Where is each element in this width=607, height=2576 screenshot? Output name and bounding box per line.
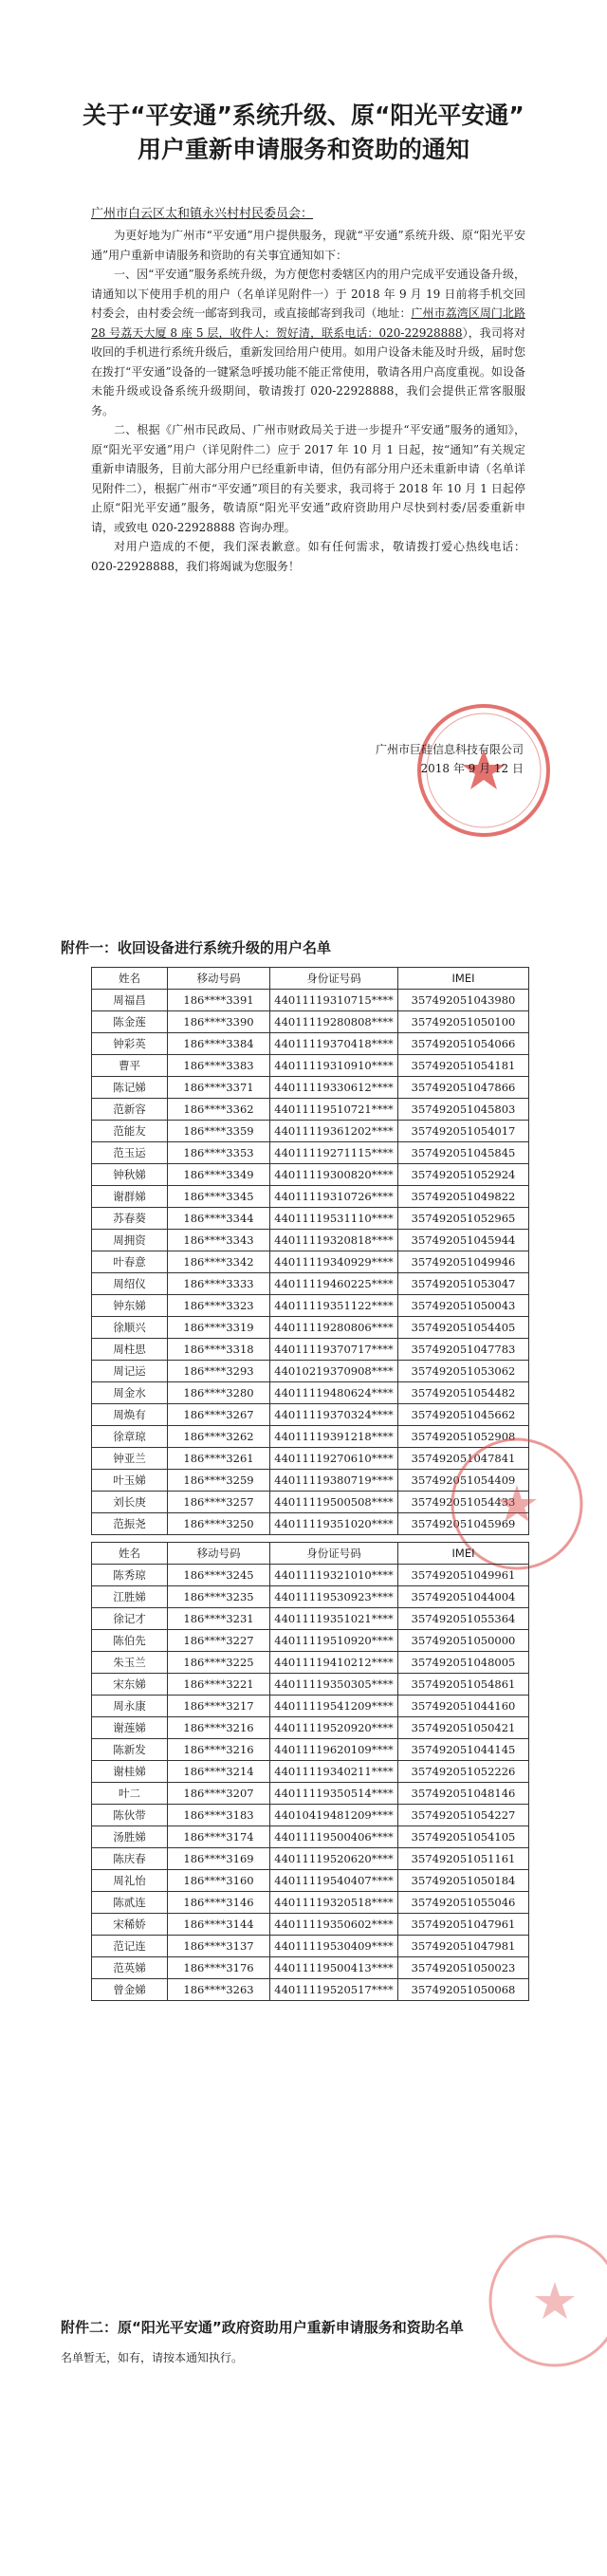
cell-name: 周柱思 bbox=[92, 1339, 168, 1361]
cell-id-number: 44011119480624**** bbox=[270, 1382, 398, 1404]
cell-imei: 357492051050068 bbox=[398, 1979, 529, 2001]
table-row bbox=[92, 1565, 529, 1586]
cell-id-number: 44011119541209**** bbox=[270, 1696, 398, 1717]
cell-id-number: 44011119370717**** bbox=[270, 1339, 398, 1361]
cell-id-number: 44011119310715**** bbox=[270, 990, 398, 1011]
attachment-table-continued bbox=[91, 1542, 529, 2001]
table-row bbox=[92, 1361, 529, 1382]
cell-id-number: 44011119380719**** bbox=[270, 1470, 398, 1492]
cell-name: 徐顺兴 bbox=[92, 1317, 168, 1339]
cell-imei: 357492051054066 bbox=[398, 1033, 529, 1055]
cell-imei: 357492051048005 bbox=[398, 1652, 529, 1674]
cell-imei: 357492051054105 bbox=[398, 1826, 529, 1848]
cell-mobile: 186****3343 bbox=[168, 1230, 270, 1251]
table-row bbox=[92, 1011, 529, 1033]
cell-imei: 357492051055046 bbox=[398, 1892, 529, 1914]
cell-mobile: 186****3261 bbox=[168, 1448, 270, 1470]
cell-id-number: 44011119510920**** bbox=[270, 1630, 398, 1652]
cell-imei: 357492051051161 bbox=[398, 1848, 529, 1870]
table-row bbox=[92, 1586, 529, 1608]
cell-id-number: 44011119530923**** bbox=[270, 1586, 398, 1608]
addressee: 广州市白云区太和镇永兴村村民委员会： bbox=[91, 207, 314, 221]
cell-name: 钟彩英 bbox=[92, 1033, 168, 1055]
table-row bbox=[92, 1339, 529, 1361]
cell-id-number: 44011119280806**** bbox=[270, 1317, 398, 1339]
cell-name: 陈秀琼 bbox=[92, 1565, 168, 1586]
table-row bbox=[92, 1739, 529, 1761]
cell-name: 宋稀娇 bbox=[92, 1914, 168, 1936]
cell-name: 钟秋娣 bbox=[92, 1164, 168, 1186]
cell-name: 徐章琼 bbox=[92, 1426, 168, 1448]
cell-name: 谢桂娣 bbox=[92, 1761, 168, 1783]
cell-name: 周绍仪 bbox=[92, 1273, 168, 1295]
cell-name: 陈新发 bbox=[92, 1739, 168, 1761]
cell-name: 周拥资 bbox=[92, 1230, 168, 1251]
cell-mobile: 186****3214 bbox=[168, 1761, 270, 1783]
item-1-paragraph bbox=[91, 265, 525, 420]
table-row bbox=[92, 1055, 529, 1077]
cell-mobile: 186****3176 bbox=[168, 1957, 270, 1979]
signer-date: 2018 年 9 月 12 日 bbox=[420, 762, 524, 775]
cell-imei: 357492051054405 bbox=[398, 1317, 529, 1339]
cell-name: 叶春意 bbox=[92, 1251, 168, 1273]
cell-mobile: 186****3259 bbox=[168, 1470, 270, 1492]
cell-mobile: 186****3345 bbox=[168, 1186, 270, 1208]
cell-id-number: 44011119531110**** bbox=[270, 1208, 398, 1230]
cell-imei: 357492051052226 bbox=[398, 1761, 529, 1783]
cell-name: 陈庆春 bbox=[92, 1848, 168, 1870]
table-row bbox=[92, 1630, 529, 1652]
cell-id-number: 44011119351020**** bbox=[270, 1513, 398, 1535]
cell-name: 曹平 bbox=[92, 1055, 168, 1077]
cell-name: 陈贰连 bbox=[92, 1892, 168, 1914]
cell-name: 朱玉兰 bbox=[92, 1652, 168, 1674]
table-row bbox=[92, 1608, 529, 1630]
cell-name: 范新容 bbox=[92, 1099, 168, 1121]
cell-mobile: 186****3391 bbox=[168, 990, 270, 1011]
cell-id-number: 44011119321010**** bbox=[270, 1565, 398, 1586]
cell-imei: 357492051047783 bbox=[398, 1339, 529, 1361]
cell-mobile: 186****3280 bbox=[168, 1382, 270, 1404]
cell-id-number: 44011119320518**** bbox=[270, 1892, 398, 1914]
table-row bbox=[92, 1936, 529, 1957]
notice-body bbox=[91, 226, 525, 576]
cell-imei: 357492051052924 bbox=[398, 1164, 529, 1186]
table-row bbox=[92, 1208, 529, 1230]
header-mobile: 移动号码 bbox=[168, 1543, 270, 1565]
table-row bbox=[92, 1914, 529, 1936]
table-row bbox=[92, 1033, 529, 1055]
header-name: 姓名 bbox=[92, 968, 168, 990]
cell-name: 曾金娣 bbox=[92, 1979, 168, 2001]
cell-mobile: 186****3207 bbox=[168, 1783, 270, 1805]
cell-mobile: 186****3344 bbox=[168, 1208, 270, 1230]
cell-name: 谢群娣 bbox=[92, 1186, 168, 1208]
table-row bbox=[92, 1652, 529, 1674]
cell-name: 江胜娣 bbox=[92, 1586, 168, 1608]
title-line-1: 关于“平安通”系统升级、原“阳光平安通” bbox=[83, 102, 524, 129]
cell-name: 范玉运 bbox=[92, 1142, 168, 1164]
cell-imei: 357492051044160 bbox=[398, 1696, 529, 1717]
cell-imei: 357492051049961 bbox=[398, 1565, 529, 1586]
cell-id-number: 44011119351021**** bbox=[270, 1608, 398, 1630]
cell-imei: 357492051050421 bbox=[398, 1717, 529, 1739]
table-row bbox=[92, 990, 529, 1011]
cell-name: 钟东娣 bbox=[92, 1295, 168, 1317]
signature-block bbox=[376, 740, 524, 778]
cell-id-number: 44011119280808**** bbox=[270, 1011, 398, 1033]
cell-mobile: 186****3137 bbox=[168, 1936, 270, 1957]
cell-name: 陈伯先 bbox=[92, 1630, 168, 1652]
cell-name: 陈金莲 bbox=[92, 1011, 168, 1033]
table-row bbox=[92, 1957, 529, 1979]
table-row bbox=[92, 1317, 529, 1339]
cell-imei: 357492051054227 bbox=[398, 1805, 529, 1826]
item-1-text-a: 一、因“平安通”服务系统升级，为方便您村委辖区内的用户完成平安通设备升级，请通知以下使用手机的用户（名单详见附件一）于 2018 年 9 月 19 日前将手机交回村委会，由村委会统一邮寄到我司，或直接邮寄到我司（地址： bbox=[91, 268, 525, 320]
cell-mobile: 186****3144 bbox=[168, 1914, 270, 1936]
cell-mobile: 186****3257 bbox=[168, 1492, 270, 1513]
notice-title bbox=[38, 99, 569, 167]
cell-name: 周记运 bbox=[92, 1361, 168, 1382]
cell-imei: 357492051045944 bbox=[398, 1230, 529, 1251]
table-row bbox=[92, 1783, 529, 1805]
table-row bbox=[92, 1077, 529, 1099]
cell-name: 周礼怡 bbox=[92, 1870, 168, 1892]
cell-id-number: 44011119370418**** bbox=[270, 1033, 398, 1055]
header-name: 姓名 bbox=[92, 1543, 168, 1565]
cell-imei: 357492051044004 bbox=[398, 1586, 529, 1608]
cell-id-number: 44011119350305**** bbox=[270, 1674, 398, 1696]
attachment-2-title: 附件二：原“阳光平安通”政府资助用户重新申请服务和资助名单 bbox=[61, 2319, 464, 2336]
cell-id-number: 44011119300820**** bbox=[270, 1164, 398, 1186]
cell-mobile: 186****3235 bbox=[168, 1586, 270, 1608]
cell-imei: 357492051054181 bbox=[398, 1055, 529, 1077]
cell-imei: 357492051054861 bbox=[398, 1674, 529, 1696]
cell-mobile: 186****3333 bbox=[168, 1273, 270, 1295]
cell-id-number: 44011119310910**** bbox=[270, 1055, 398, 1077]
cell-id-number: 44011119340929**** bbox=[270, 1251, 398, 1273]
cell-id-number: 44011119530409**** bbox=[270, 1936, 398, 1957]
cell-id-number: 44011119391218**** bbox=[270, 1426, 398, 1448]
table-row bbox=[92, 1251, 529, 1273]
cell-name: 范振尧 bbox=[92, 1513, 168, 1535]
cell-imei: 357492051047981 bbox=[398, 1936, 529, 1957]
cell-name: 陈伙带 bbox=[92, 1805, 168, 1826]
cell-mobile: 186****3267 bbox=[168, 1404, 270, 1426]
table-row bbox=[92, 1674, 529, 1696]
item-2-paragraph: 二、根据《广州市民政局、广州市财政局关于进一步提升“平安通”服务的通知》，原“阳光平安通”用户（详见附件二）应于 2017 年 10 月 1 日起，按“通知”有关规定重新申请服务，目前大部分用户已经重新申请，但仍有部分用户还未重新申请（名单详见附件二），根据广州市“平安通”项目的有关要求，我司将于 2018 年 10 月 1 日起停止原“阳光平安通”服务，敬请原“阳光平安通”政府资助用户尽快到村委/居委重新申请，或致电 020-22928888 咨询办理。 bbox=[91, 423, 525, 534]
cell-id-number: 44011119350514**** bbox=[270, 1783, 398, 1805]
cell-imei: 357492051054482 bbox=[398, 1382, 529, 1404]
cell-name: 周焕有 bbox=[92, 1404, 168, 1426]
cell-mobile: 186****3225 bbox=[168, 1652, 270, 1674]
table-header-row bbox=[92, 1543, 529, 1565]
cell-mobile: 186****3263 bbox=[168, 1979, 270, 2001]
cell-mobile: 186****3318 bbox=[168, 1339, 270, 1361]
table-row bbox=[92, 1142, 529, 1164]
cell-name: 陈记娣 bbox=[92, 1077, 168, 1099]
cell-name: 叶玉娣 bbox=[92, 1470, 168, 1492]
cell-id-number: 44011119510721**** bbox=[270, 1099, 398, 1121]
cell-imei: 357492051045803 bbox=[398, 1099, 529, 1121]
cell-mobile: 186****3221 bbox=[168, 1674, 270, 1696]
cell-imei: 357492051045662 bbox=[398, 1404, 529, 1426]
cell-name: 徐记才 bbox=[92, 1608, 168, 1630]
item-1-text-b: ），我司将对收回的手机进行系统升级后，重新发回给用户使用。如用户设备未能及时升级，届时您在拨打“平安通”设备的一键紧急呼援功能不能正常使用，敬请各用户高度重视。如设备未能升级或设备系统升级期间，敬请拨打 020-22928888，我们会提供正常客服服务。 bbox=[91, 325, 525, 417]
cell-mobile: 186****3245 bbox=[168, 1565, 270, 1586]
return-address: 广州市荔湾区周门北路 28 号荔天大厦 8 座 5 层，收件人：贺好清，联系电话：020-22928888 bbox=[91, 306, 525, 340]
cell-imei: 357492051052908 bbox=[398, 1426, 529, 1448]
cell-imei: 357492051055364 bbox=[398, 1608, 529, 1630]
table-row bbox=[92, 1761, 529, 1783]
seal-overlay-icon bbox=[484, 2230, 607, 2372]
table-row bbox=[92, 1870, 529, 1892]
header-mobile: 移动号码 bbox=[168, 968, 270, 990]
intro-paragraph: 为更好地为广州市“平安通”用户提供服务，现就“平安通”系统升级、原“阳光平安通”用户重新申请服务和资助的有关事宜通知如下： bbox=[91, 229, 525, 262]
cell-mobile: 186****3371 bbox=[168, 1077, 270, 1099]
table-row bbox=[92, 1121, 529, 1142]
table-row bbox=[92, 1295, 529, 1317]
table-row bbox=[92, 1717, 529, 1739]
cell-id-number: 44011119620109**** bbox=[270, 1739, 398, 1761]
cell-id-number: 44011119351122**** bbox=[270, 1295, 398, 1317]
signer-company: 广州市巨硅信息科技有限公司 bbox=[375, 743, 524, 756]
table-header-row bbox=[92, 968, 529, 990]
cell-imei: 357492051050023 bbox=[398, 1957, 529, 1979]
table-row bbox=[92, 1230, 529, 1251]
cell-mobile: 186****3227 bbox=[168, 1630, 270, 1652]
cell-imei: 357492051052965 bbox=[398, 1208, 529, 1230]
cell-name: 周永康 bbox=[92, 1696, 168, 1717]
cell-id-number: 44011119330612**** bbox=[270, 1077, 398, 1099]
cell-id-number: 44011119500508**** bbox=[270, 1492, 398, 1513]
cell-mobile: 186****3359 bbox=[168, 1121, 270, 1142]
cell-mobile: 186****3160 bbox=[168, 1870, 270, 1892]
cell-mobile: 186****3353 bbox=[168, 1142, 270, 1164]
cell-mobile: 186****3390 bbox=[168, 1011, 270, 1033]
closing-paragraph: 对用户造成的不便，我们深表歉意。如有任何需求，敬请拨打爱心热线电话：020-22928888，我们将竭诚为您服务！ bbox=[91, 540, 525, 573]
cell-mobile: 186****3216 bbox=[168, 1717, 270, 1739]
cell-mobile: 186****3293 bbox=[168, 1361, 270, 1382]
cell-imei: 357492051049822 bbox=[398, 1186, 529, 1208]
cell-name: 周福昌 bbox=[92, 990, 168, 1011]
header-id-number: 身份证号码 bbox=[270, 968, 398, 990]
cell-mobile: 186****3384 bbox=[168, 1033, 270, 1055]
cell-mobile: 186****3146 bbox=[168, 1892, 270, 1914]
cell-imei: 357492051044145 bbox=[398, 1739, 529, 1761]
cell-id-number: 44011119460225**** bbox=[270, 1273, 398, 1295]
cell-mobile: 186****3262 bbox=[168, 1426, 270, 1448]
header-id-number: 身份证号码 bbox=[270, 1543, 398, 1565]
cell-mobile: 186****3342 bbox=[168, 1251, 270, 1273]
cell-name: 宋东娣 bbox=[92, 1674, 168, 1696]
attachment-1-title: 附件一：收回设备进行系统升级的用户名单 bbox=[61, 939, 332, 956]
cell-imei: 357492051049946 bbox=[398, 1251, 529, 1273]
cell-mobile: 186****3174 bbox=[168, 1826, 270, 1848]
cell-imei: 357492051045969 bbox=[398, 1513, 529, 1535]
cell-name: 范记连 bbox=[92, 1936, 168, 1957]
cell-mobile: 186****3216 bbox=[168, 1739, 270, 1761]
cell-mobile: 186****3217 bbox=[168, 1696, 270, 1717]
cell-imei: 357492051050000 bbox=[398, 1630, 529, 1652]
cell-name: 谢莲娣 bbox=[92, 1717, 168, 1739]
cell-id-number: 44011119520620**** bbox=[270, 1848, 398, 1870]
cell-imei: 357492051053062 bbox=[398, 1361, 529, 1382]
cell-imei: 357492051043980 bbox=[398, 990, 529, 1011]
cell-id-number: 44010419481209**** bbox=[270, 1805, 398, 1826]
cell-id-number: 44011119370324**** bbox=[270, 1404, 398, 1426]
cell-mobile: 186****3383 bbox=[168, 1055, 270, 1077]
cell-id-number: 44011119500413**** bbox=[270, 1957, 398, 1979]
cell-name: 钟亚兰 bbox=[92, 1448, 168, 1470]
cell-imei: 357492051048146 bbox=[398, 1783, 529, 1805]
cell-imei: 357492051054017 bbox=[398, 1121, 529, 1142]
cell-id-number: 44011119320818**** bbox=[270, 1230, 398, 1251]
cell-name: 叶二 bbox=[92, 1783, 168, 1805]
table-row bbox=[92, 1848, 529, 1870]
cell-id-number: 44010219370908**** bbox=[270, 1361, 398, 1382]
cell-imei: 357492051050043 bbox=[398, 1295, 529, 1317]
cell-mobile: 186****3319 bbox=[168, 1317, 270, 1339]
cell-imei: 357492051050184 bbox=[398, 1870, 529, 1892]
cell-imei: 357492051054433 bbox=[398, 1492, 529, 1513]
cell-imei: 357492051050100 bbox=[398, 1011, 529, 1033]
cell-mobile: 186****3231 bbox=[168, 1608, 270, 1630]
attachment-2-note: 名单暂无，如有，请按本通知执行。 bbox=[61, 2351, 244, 2364]
table-row bbox=[92, 1979, 529, 2001]
table-row bbox=[92, 1382, 529, 1404]
cell-mobile: 186****3183 bbox=[168, 1805, 270, 1826]
table-row bbox=[92, 1696, 529, 1717]
cell-name: 周金水 bbox=[92, 1382, 168, 1404]
cell-imei: 357492051047866 bbox=[398, 1077, 529, 1099]
table-row bbox=[92, 1273, 529, 1295]
title-line-2: 用户重新申请服务和资助的通知 bbox=[137, 136, 469, 163]
table-row bbox=[92, 1826, 529, 1848]
table-row bbox=[92, 1404, 529, 1426]
cell-id-number: 44011119500406**** bbox=[270, 1826, 398, 1848]
cell-imei: 357492051045845 bbox=[398, 1142, 529, 1164]
table-row bbox=[92, 1186, 529, 1208]
cell-name: 刘长庚 bbox=[92, 1492, 168, 1513]
cell-id-number: 44011119520517**** bbox=[270, 1979, 398, 2001]
header-imei: IMEI bbox=[398, 968, 529, 990]
header-imei: IMEI bbox=[398, 1543, 529, 1565]
cell-id-number: 44011119540407**** bbox=[270, 1870, 398, 1892]
cell-imei: 357492051054409 bbox=[398, 1470, 529, 1492]
table-row bbox=[92, 1892, 529, 1914]
table-row bbox=[92, 1805, 529, 1826]
cell-imei: 357492051053047 bbox=[398, 1273, 529, 1295]
cell-id-number: 44011119361202**** bbox=[270, 1121, 398, 1142]
cell-id-number: 44011119520920**** bbox=[270, 1717, 398, 1739]
cell-id-number: 44011119340211**** bbox=[270, 1761, 398, 1783]
cell-id-number: 44011119270610**** bbox=[270, 1448, 398, 1470]
cell-mobile: 186****3250 bbox=[168, 1513, 270, 1535]
cell-mobile: 186****3349 bbox=[168, 1164, 270, 1186]
cell-id-number: 44011119350602**** bbox=[270, 1914, 398, 1936]
cell-mobile: 186****3362 bbox=[168, 1099, 270, 1121]
cell-imei: 357492051047961 bbox=[398, 1914, 529, 1936]
table-row bbox=[92, 1099, 529, 1121]
cell-name: 苏春葵 bbox=[92, 1208, 168, 1230]
table-row bbox=[92, 1164, 529, 1186]
cell-id-number: 44011119310726**** bbox=[270, 1186, 398, 1208]
cell-imei: 357492051047841 bbox=[398, 1448, 529, 1470]
cell-mobile: 186****3169 bbox=[168, 1848, 270, 1870]
cell-name: 范能友 bbox=[92, 1121, 168, 1142]
cell-name: 汤胜娣 bbox=[92, 1826, 168, 1848]
cell-id-number: 44011119410212**** bbox=[270, 1652, 398, 1674]
cell-name: 范英娣 bbox=[92, 1957, 168, 1979]
cell-id-number: 44011119271115**** bbox=[270, 1142, 398, 1164]
cell-mobile: 186****3323 bbox=[168, 1295, 270, 1317]
